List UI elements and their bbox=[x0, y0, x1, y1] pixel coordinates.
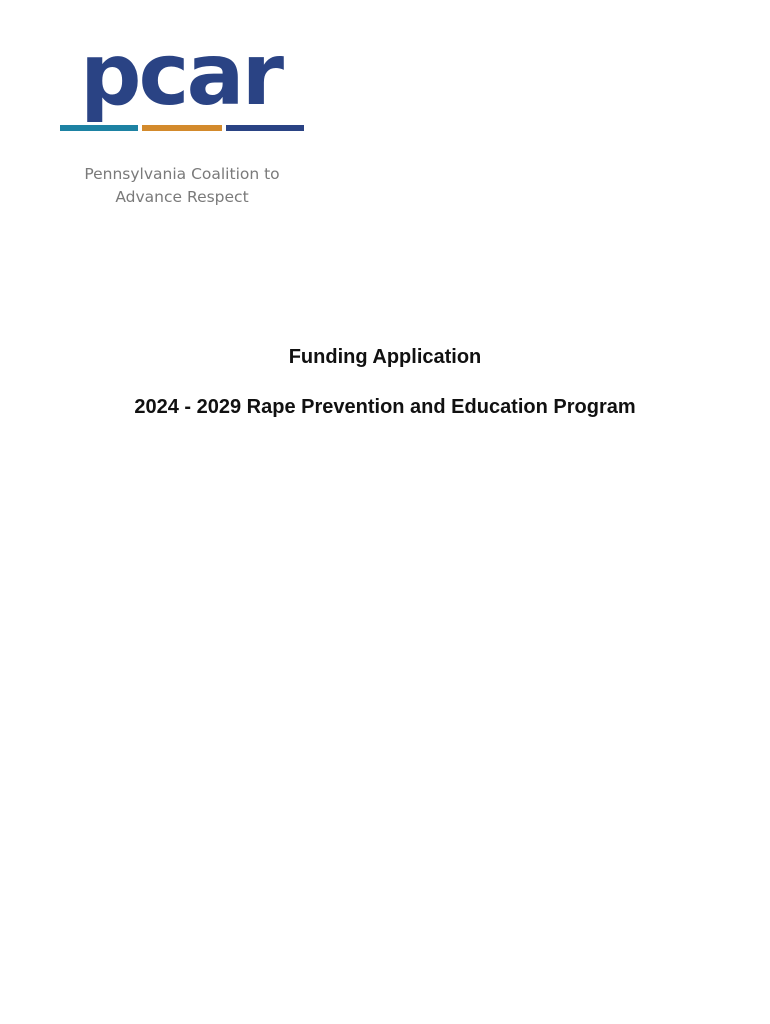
title-block bbox=[0, 343, 770, 421]
logo-bar-teal bbox=[60, 125, 138, 131]
logo-color-bars bbox=[60, 125, 304, 131]
logo-bar-orange bbox=[142, 125, 222, 131]
logo-bar-navy bbox=[226, 125, 304, 131]
logo-tagline bbox=[60, 163, 304, 209]
logo-tagline-line2: Advance Respect bbox=[115, 188, 249, 206]
document-title: Funding Application bbox=[288, 346, 482, 368]
logo-wordmark: pcar bbox=[80, 25, 281, 125]
document-subtitle: 2024 - 2029 Rape Prevention and Education Program bbox=[134, 396, 636, 418]
logo-tagline-line1: Pennsylvania Coalition to bbox=[84, 165, 280, 183]
pcar-logo bbox=[60, 25, 310, 218]
